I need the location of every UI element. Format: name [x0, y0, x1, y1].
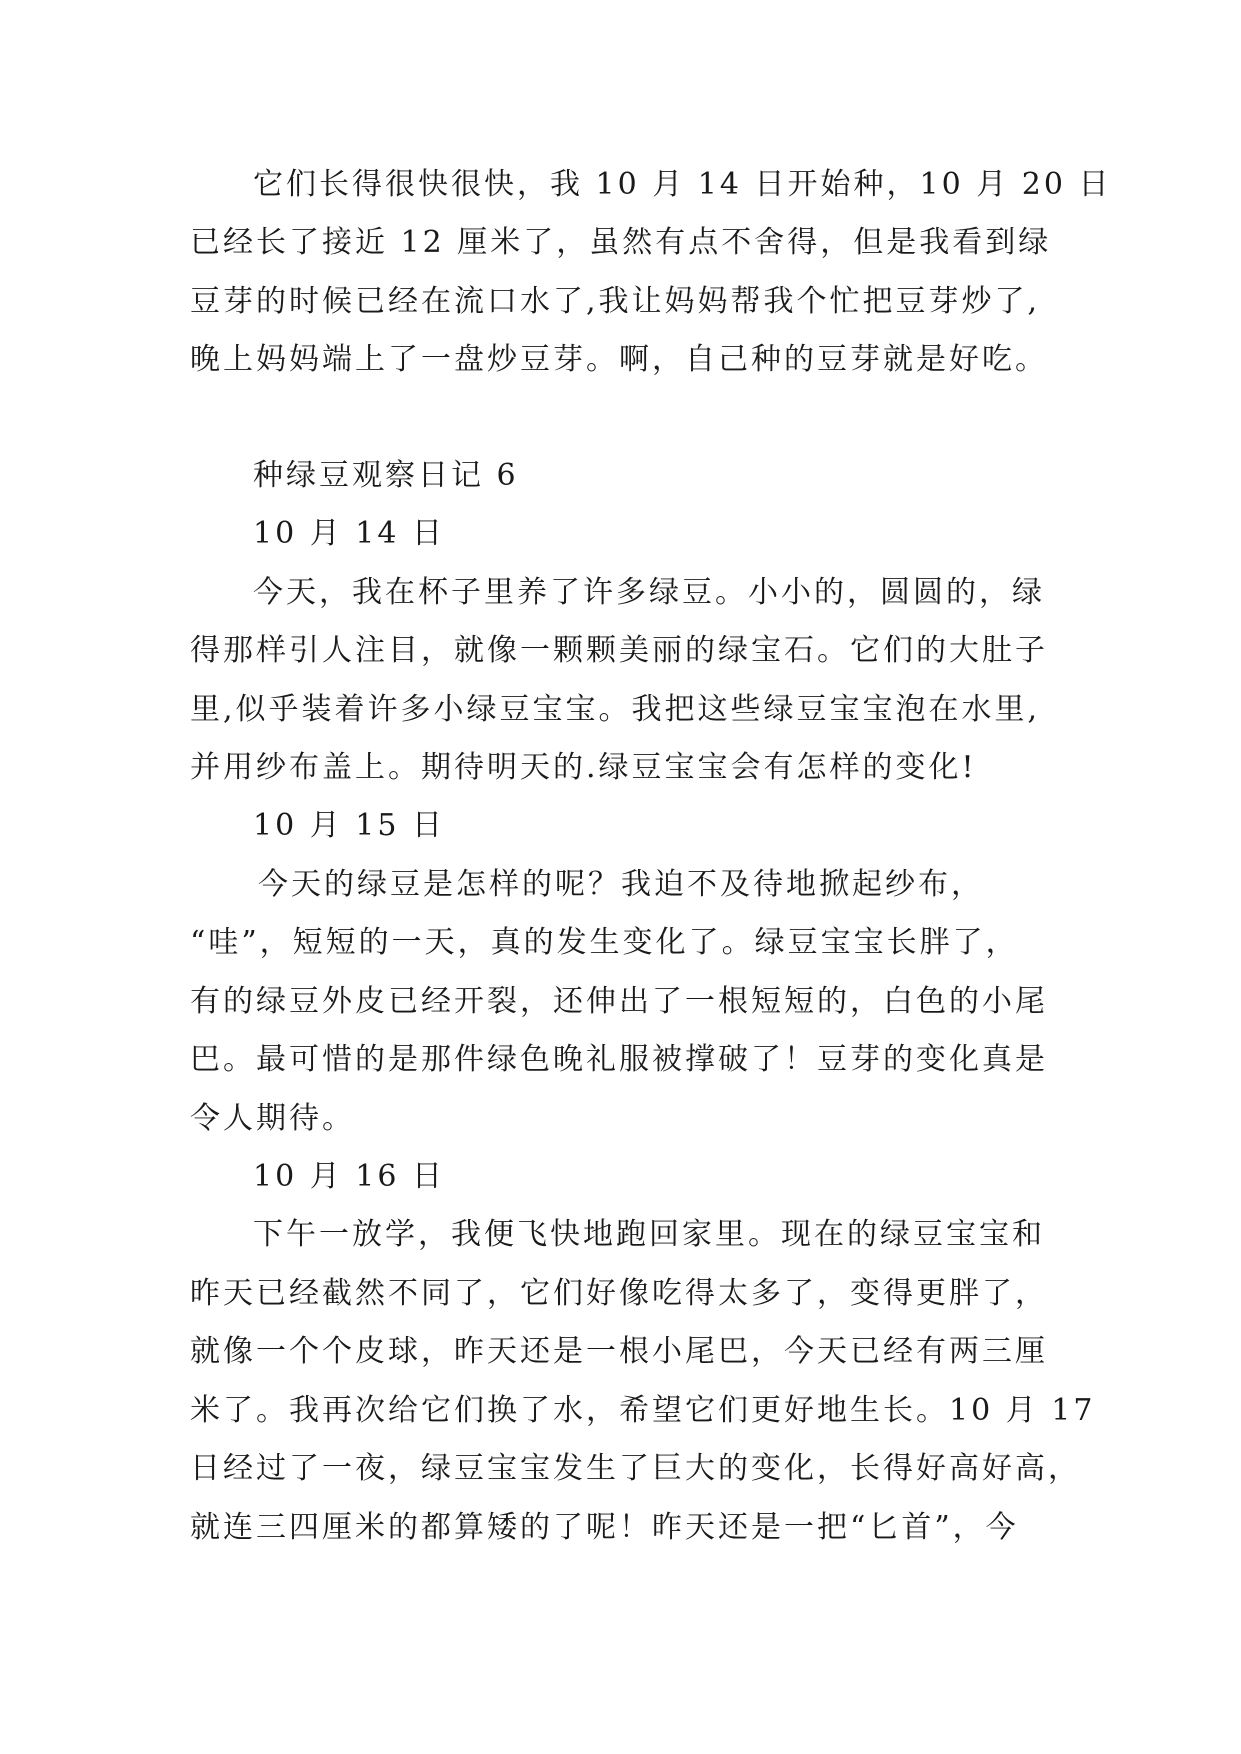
- paragraph-line: 已经长了接近 12 厘米了，虽然有点不舍得，但是我看到绿: [190, 225, 1052, 260]
- paragraph-line: 并用纱布盖上。期待明天的.绿豆宝宝会有怎样的变化!: [190, 750, 977, 785]
- paragraph-line: 晚上妈妈端上了一盘炒豆芽。啊，自己种的豆芽就是好吃。: [190, 342, 1048, 377]
- paragraph-line: 豆芽的时候已经在流口水了,我让妈妈帮我个忙把豆芽炒了,: [190, 284, 1041, 319]
- paragraph-line: 它们长得很快很快，我 10 月 14 日开始种，10 月 20 日: [253, 167, 1112, 202]
- paragraph-line: 巴。最可惜的是那件绿色晚礼服被撑破了！豆芽的变化真是: [190, 1042, 1048, 1077]
- paragraph-line: 里,似乎装着许多小绿豆宝宝。我把这些绿豆宝宝泡在水里,: [190, 692, 1041, 727]
- section-title: 种绿豆观察日记 6: [253, 458, 519, 493]
- paragraph-line: 米了。我再次给它们换了水，希望它们更好地生长。10 月 17: [190, 1393, 1096, 1428]
- date-heading: 10 月 14 日: [253, 516, 445, 551]
- date-heading: 10 月 15 日: [253, 808, 445, 843]
- paragraph-line: 日经过了一夜，绿豆宝宝发生了巨大的变化，长得好高好高，: [190, 1451, 1081, 1486]
- paragraph-line: 昨天已经截然不同了，它们好像吃得太多了，变得更胖了，: [190, 1276, 1048, 1311]
- paragraph-line: 得那样引人注目，就像一颗颗美丽的绿宝石。它们的大肚子: [190, 633, 1048, 668]
- paragraph-line: 令人期待。: [190, 1101, 355, 1136]
- paragraph-line: 今天，我在杯子里养了许多绿豆。小小的，圆圆的，绿: [253, 575, 1045, 610]
- paragraph-line: 就连三四厘米的都算矮的了呢！昨天还是一把“匕首”，今: [190, 1510, 1019, 1545]
- date-heading: 10 月 16 日: [253, 1159, 445, 1194]
- paragraph-line: 下午一放学，我便飞快地跑回家里。现在的绿豆宝宝和: [253, 1217, 1045, 1252]
- paragraph-line: 有的绿豆外皮已经开裂，还伸出了一根短短的，白色的小尾: [190, 984, 1048, 1019]
- paragraph-line: “哇”，短短的一天，真的发生变化了。绿豆宝宝长胖了，: [190, 925, 1019, 960]
- paragraph-line: 今天的绿豆是怎样的呢？我迫不及待地掀起纱布，: [258, 867, 984, 902]
- paragraph-line: 就像一个个皮球，昨天还是一根小尾巴，今天已经有两三厘: [190, 1334, 1048, 1369]
